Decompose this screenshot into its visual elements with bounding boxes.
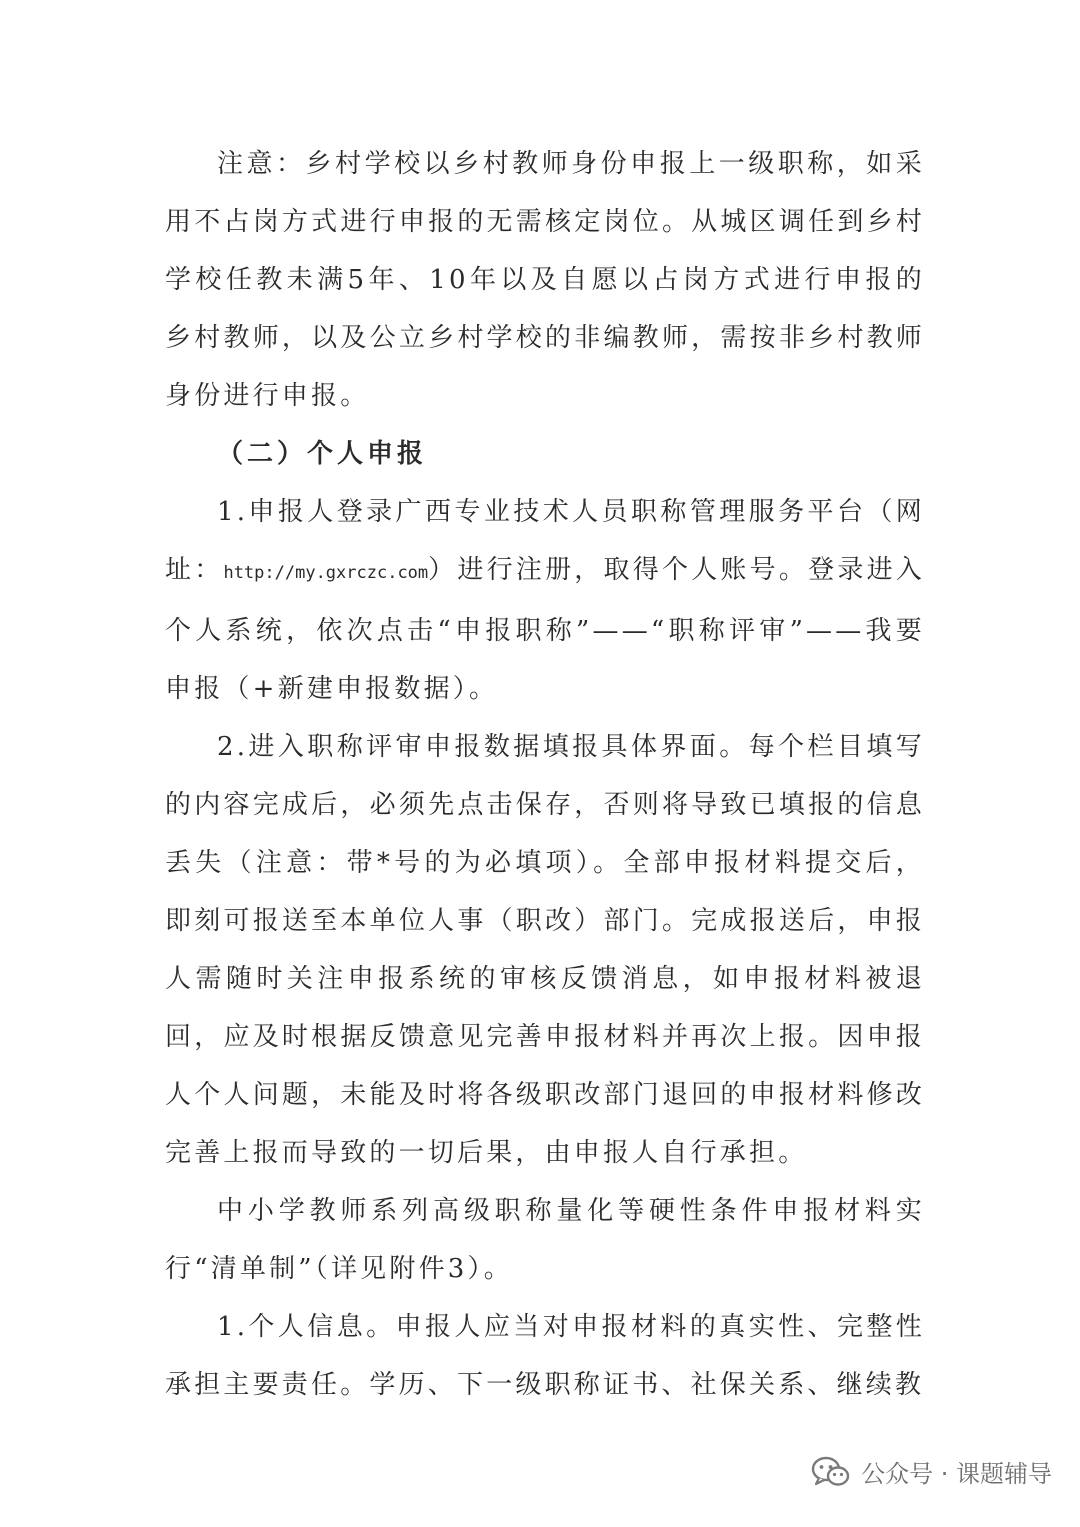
watermark-text: 公众号 · 课题辅导: [861, 1460, 1052, 1488]
paragraph-step-2: 2.进入职称评审申报数据填报具体界面。每个栏目填写的内容完成后，必须先点击保存，否则将导致已填报的信息丢失（注意：带*号的为必填项）。全部申报材料提交后，即刻可报送至本单位人事（职改）部门。完成报送后，申报人需随时关注申报系统的审核反馈消息，如申报材料被退回，应及时根据反馈意见完善申报材料并再次上报。因申报人个人问题，未能及时将各级职改部门退回的申报材料修改完善上报而导致的一切后果，由申报人自行承担。: [165, 732, 925, 1168]
paragraph-personal-info: 1.个人信息。申报人应当对申报材料的真实性、完整性承担主要责任。学历、下一级职称证书、社保关系、继续教: [165, 1312, 925, 1400]
platform-url: http://my.gxrczc.com: [223, 563, 429, 583]
paragraph-checklist: 中小学教师系列高级职称量化等硬性条件申报材料实行“清单制”（详见附件3）。: [165, 1196, 925, 1284]
paragraph-rural-note: 注意：乡村学校以乡村教师身份申报上一级职称，如采用不占岗方式进行申报的无需核定岗位。从城区调任到乡村学校任教未满5年、10年以及自愿以占岗方式进行申报的乡村教师，以及公立乡村学校的非编教师，需按非乡村教师身份进行申报。: [165, 149, 925, 411]
step-1-text-cont: ）进行注册，取得个人账号。登录进入个人系统，依次点击“申报职称”——“职称评审”——我要申报（+新建申报数据）。: [165, 555, 925, 704]
paragraph-step-1: [165, 483, 925, 718]
wechat-icon: [811, 1456, 851, 1488]
section-heading: （二）个人申报: [217, 439, 428, 469]
document-body: [165, 135, 925, 1414]
wechat-watermark: [811, 1454, 1052, 1489]
step-1-text: 1.申报人登录广西专业技术人员职称管理服务平台（网址：: [165, 497, 925, 585]
